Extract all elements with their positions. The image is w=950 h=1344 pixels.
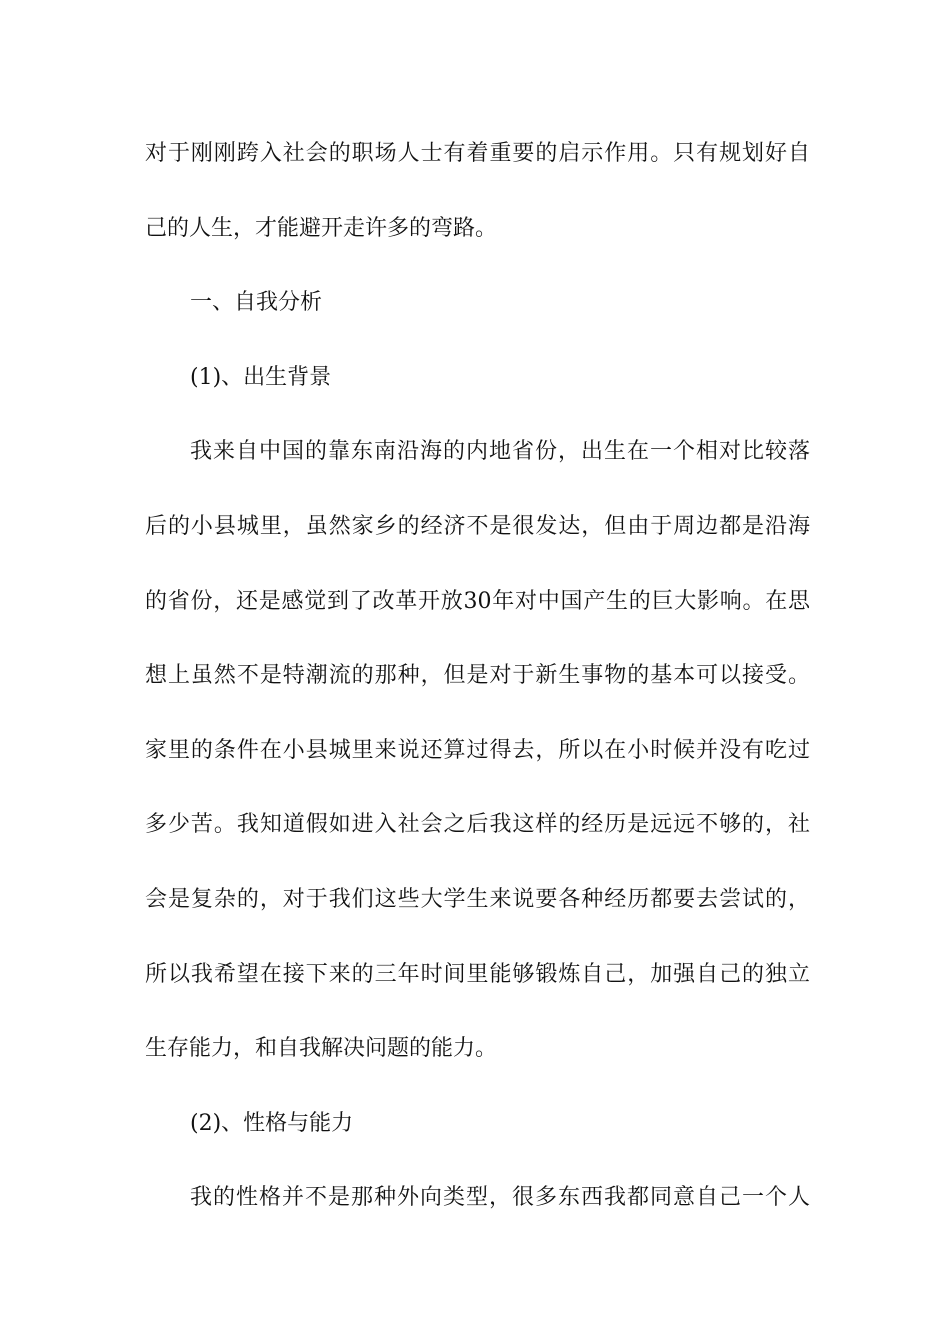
text-line: 想上虽然不是特潮流的那种，但是对于新生事物的基本可以接受。 xyxy=(145,663,810,689)
text-line: 己的人生，才能避开走许多的弯路。 xyxy=(145,215,498,241)
text-line: 我的性格并不是那种外向类型，很多东西我都同意自己一个人 xyxy=(190,1185,810,1211)
text-line: 多少苦。我知道假如进入社会之后我这样的经历是远远不够的，社 xyxy=(145,812,810,838)
text-line: 会是复杂的，对于我们这些大学生来说要各种经历都要去尝试的， xyxy=(145,886,810,912)
text-line: 的省份，还是感觉到了改革开放30年对中国产生的巨大影响。在思 xyxy=(145,588,810,614)
document-body xyxy=(145,133,810,1252)
text-line: 后的小县城里，虽然家乡的经济不是很发达，但由于周边都是沿海 xyxy=(145,513,810,539)
text-line: 一、自我分析 xyxy=(190,290,323,316)
text-line: 生存能力，和自我解决问题的能力。 xyxy=(145,1036,498,1062)
text-line: 所以我希望在接下来的三年时间里能够锻炼自己，加强自己的独立 xyxy=(145,961,810,987)
text-line: 对于刚刚跨入社会的职场人士有着重要的启示作用。只有规划好自 xyxy=(145,141,810,166)
text-line: 我来自中国的靠东南沿海的内地省份，出生在一个相对比较落 xyxy=(190,439,810,465)
text-line: (2)、性格与能力 xyxy=(190,1110,354,1136)
text-line: (1)、出生背景 xyxy=(190,364,332,390)
text-line: 家里的条件在小县城里来说还算过得去，所以在小时候并没有吃过 xyxy=(145,737,810,763)
